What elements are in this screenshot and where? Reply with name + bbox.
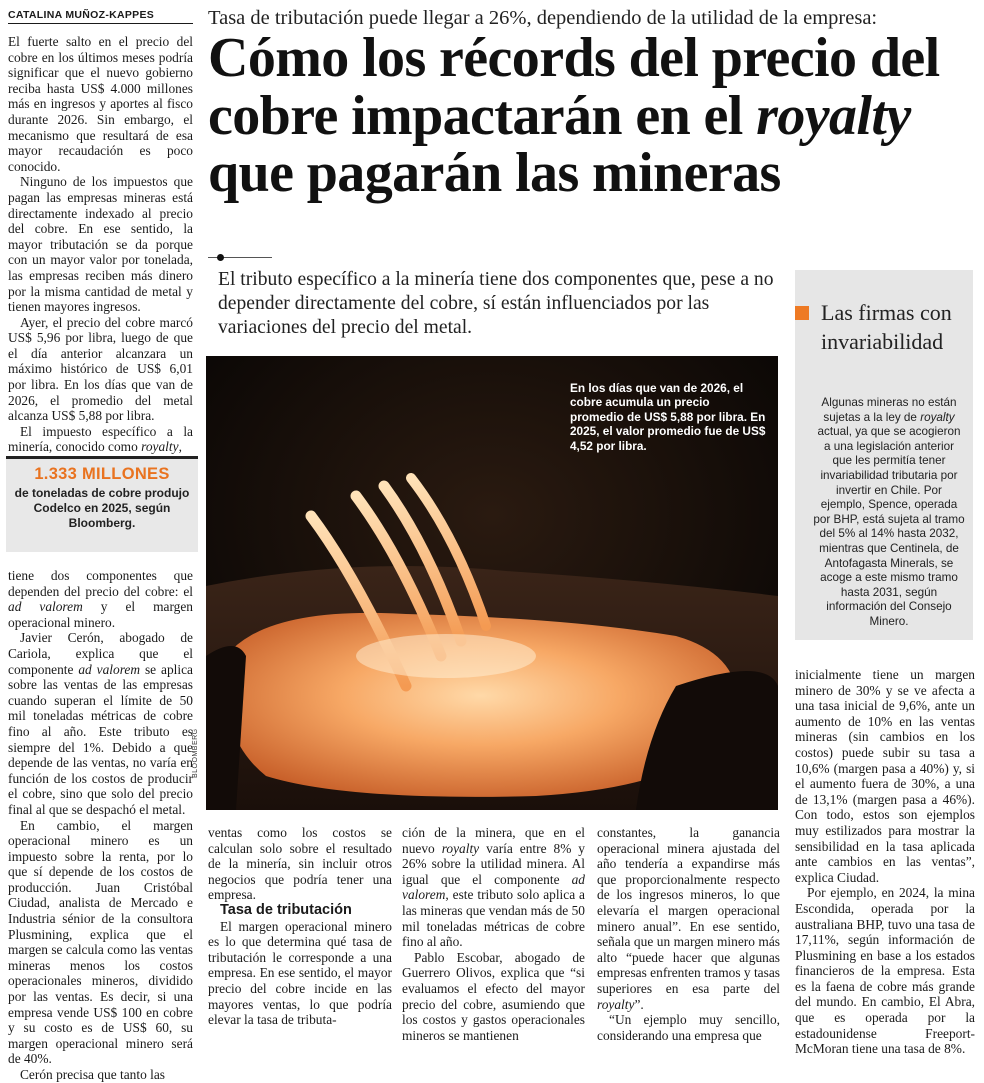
body-paragraph: Ayer, el precio del cobre marcó US$ 5,96 por libra, luego de que el día anterior alcanzara un máximo histórico de US$ 6,01 por libra. En los días que van de 2026, el promedio del metal alcanza US$ 5,88 por libra. [8,314,193,424]
body-paragraph: En cambio, el margen operacional minero es un impuesto sobre la renta, por lo que sí depende de los costos de producción. Juan Cristóbal Ciudad, analista de Mercado e Industria sénior de la consultora Plusmining, explica que el margen se calcula como las ventas mineras menos los costos operacionales mineros, dividido por las ventas. Es decir, si una empresa vende US$ 100 en cobre y su costo es de US$ 60, su margen operacional minero será de 40%. [8,817,193,1067]
lead-paragraph: El tributo específico a la minería tiene dos componentes que, pese a no depender directamente del cobre, sí están influenciados por las variaciones del precio del metal. [218,269,774,338]
sidebar-box-title: Las firmas con invariabilidad [821,300,952,354]
body-paragraph: constantes, la ganancia operacional minera ajustada del año tendería a expandirse más que proporcionalmente respecto de los ingresos mineros, lo que elevaría el margen operacional minero anual”. En ese sentido, señala que un margen minero más alto “puede hacer que algunas empresas enfrenten tramos y tasas superiores en esa parte del royalty”. [597,825,780,1012]
sidebar-box [795,270,973,640]
section-subhead: Tasa de tributación [220,901,352,918]
column-4 [597,825,780,1043]
headline-line-3: que pagarán las mineras [208,142,781,204]
body-paragraph: “Un ejemplo muy sencillo, considerando una empresa que [597,1012,780,1043]
body-paragraph: Por ejemplo, en 2024, la mina Escondida, operada por la australiana BHP, tuvo una tasa de 17,11%, según información de Plusmining en base a los estados financieros de la empresa. Esta es la faena de cobre más grande del mundo. En cambio, El Abra, que es operada por la estadounidense Freeport-McMoran tiene una tasa de 8%. [795,885,975,1057]
body-paragraph: El impuesto específico a la minería, conocido como royalty, [8,423,193,455]
headline-line-2: cobre impactarán en el [208,84,757,147]
headline-italic: royalty [756,84,911,147]
column-3 [402,825,585,1043]
body-paragraph: tiene dos componentes que dependen del precio del cobre: el ad valorem y el margen operacional minero. [8,568,193,630]
pull-quote-figure: 1.333 MILLONES [34,465,170,483]
sidebar-box-body: Algunas mineras no están sujetas a la ley de royalty actual, ya que se acogieron a una legislación anterior que les permitía tener invariabilidad tributaria por invertir en Chile. Por ejemplo, Spence, operada por BHP, está sujeta al tramo del 5% al 14% hasta 2032, mientras que Centinela, de Antofagasta Minerals, se acoge a este mismo tramo hasta 2031, según información del Consejo Minero. [813,396,965,628]
body-paragraph: inicialmente tiene un margen minero de 30% y se ve afecta a una tasa inicial de 9,6%, ante un aumento de 10% en las ventas mineras (sin cambios en los costos) puede subir su tasa a 10,6% (margen pasa a 40%) y, si el aumento fuera de 30%, a una de 13,1% (margen pasa a 46%). Con todo, estos son ejemplos muy estilizados para mostrar la sensibilidad en la tasa aplicada ante cambios en las ventas”, explica Ciudad. [795,667,975,885]
photo-caption: En los días que van de 2026, el cobre acumula un precio promedio de US$ 5,88 por libra. En 2025, el valor promedio fue de US$ 4,52 por libra. [570,381,766,453]
body-paragraph: ventas como los costos se calculan solo sobre el resultado de la minería, sin incluir otros negocios que podría tener una empresa. [208,825,392,903]
body-paragraph: Cerón precisa que tanto las [20,1067,166,1082]
body-paragraph: ción de la minera, que en el nuevo royalty varía entre 8% y 26% sobre la utilidad minera. Al igual que el componente ad valorem, este tributo solo aplica a las mineras que vendan más de 50 mil toneladas métricas de cobre fino al año. [402,825,585,950]
body-paragraph: Pablo Escobar, abogado de Guerrero Olivos, explica que “si evaluamos el efecto del mayor precio del cobre, asumiendo que los costos y gastos operacionales mineros se mantienen [402,949,585,1043]
separator-dot [217,254,224,261]
byline: CATALINA MUÑOZ-KAPPES [8,9,193,24]
pull-quote-text: de toneladas de cobre produjo Codelco en 2025, según Bloomberg. [14,486,190,530]
body-paragraph: El margen operacional minero es lo que determina qué tasa de tributación le corresponde a una empresa. En ese sentido, el mayor precio del cobre incide en las mayores ventas, lo que podría elevar la tasa de tributa- [208,918,392,1028]
body-paragraph: El fuerte salto en el precio del cobre en los últimos meses podría significar que el nuevo gobierno reciba hasta US$ 4.000 millones más en ingresos y aportes al fisco durante 2026. Sin embargo, el mecanismo que resultará de esa mayor recaudación es poco conocido. [8,34,193,174]
orange-square-icon [795,306,809,320]
pull-quote [6,456,198,552]
headline [208,27,978,204]
supertitle: Tasa de tributación puede llegar a 26%, dependiendo de la utilidad de la empresa: [208,7,878,29]
column-1-top [8,34,193,455]
photo-molten-copper [206,356,778,810]
column-5 [795,667,975,1057]
headline-line-1: Cómo los récords del precio del [208,27,940,89]
column-2 [208,825,392,1028]
column-1-bottom [8,568,193,1083]
body-paragraph: Javier Cerón, abogado de Cariola, explica que el componente ad valorem se aplica sobre las ventas de las empresas cuando superan el límite de 50 mil toneladas métricas de cobre fino al año. Este tributo es siempre del 1%. Debido a que depende de las ventas, no varía en función de los costos de producir el cobre, sino que solo del precio final al que se despachó el metal. [8,630,193,817]
photo-credit: BLOOMBERG [192,728,199,778]
body-paragraph: Ninguno de los impuestos que pagan las empresas mineras está directamente indexado al precio del cobre. En ese sentido, la mayor tributación se da porque con un mayor valor por tonelada, las empresas reciben más dinero por la misma cantidad de metal y tienen mayores ingresos. [8,174,193,315]
